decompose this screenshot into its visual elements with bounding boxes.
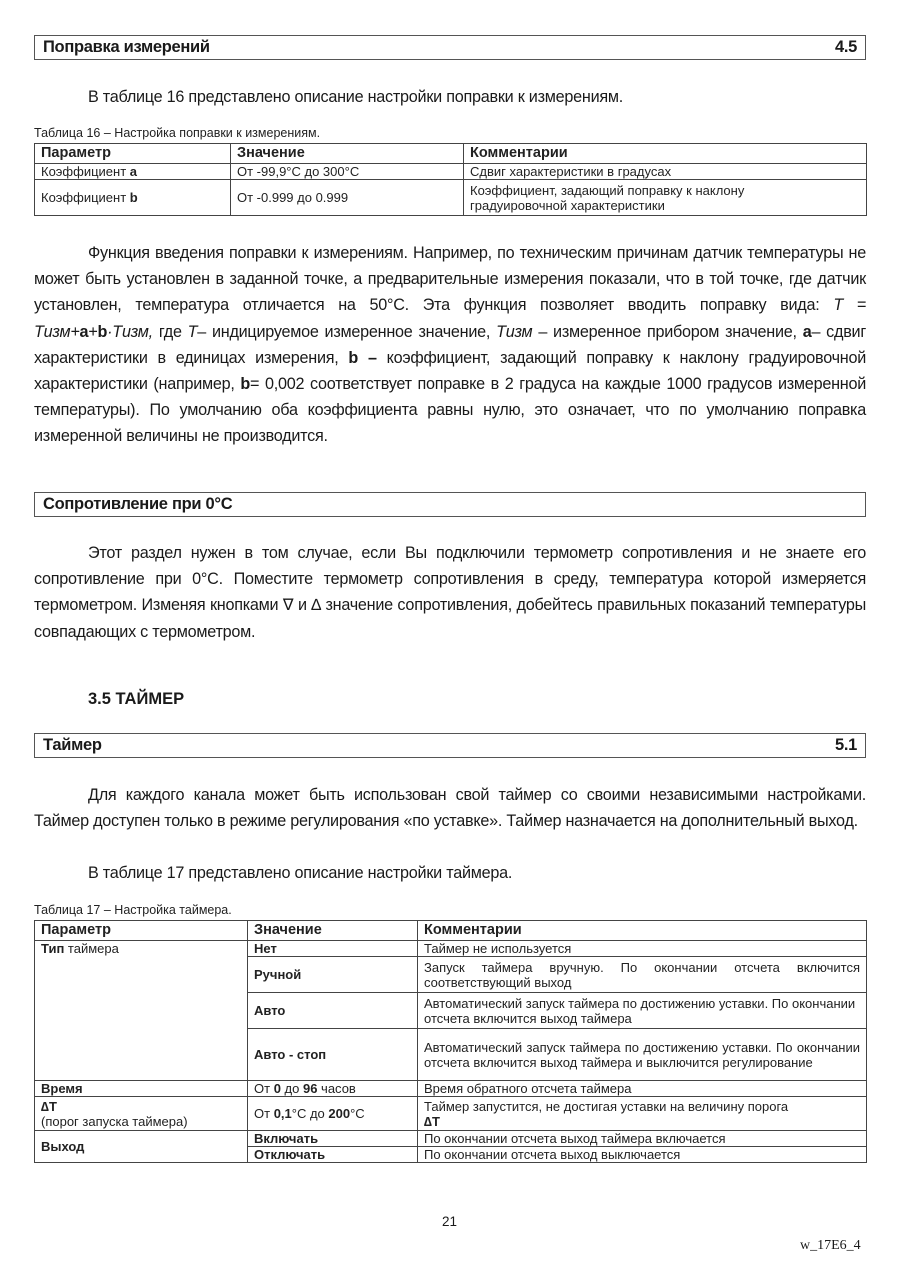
param-cell-type: Тип таймера: [35, 941, 248, 1081]
value-cell: Авто - стоп: [248, 1029, 418, 1081]
intro-text: В таблице 16 представлено описание настройки поправки к измерениям.: [88, 88, 624, 106]
table-row: [35, 180, 867, 216]
table-row: [35, 1081, 867, 1097]
table16: [34, 143, 867, 216]
value-cell: Авто: [248, 993, 418, 1029]
param-cell: Коэффициент a: [35, 164, 231, 180]
table-header-row: [35, 144, 867, 164]
intro-paragraph: [34, 84, 866, 110]
table-row: [35, 1097, 867, 1131]
comment-cell: Автоматический запуск таймера по достижению уставки. По окончании отсчета включится выход таймера и выключится регулирование: [418, 1029, 867, 1081]
value-cell: От -99,9°C до 300°C: [231, 164, 464, 180]
table17: [34, 920, 867, 1163]
timer-table-intro: В таблице 17 представлено описание настройки таймера.: [88, 864, 513, 882]
comment-cell: Время обратного отсчета таймера: [418, 1081, 867, 1097]
chapter-heading: 3.5 ТАЙМЕР: [88, 690, 185, 708]
correction-paragraph: Функция введения поправки к измерениям. Например, по техническим причинам датчик температуры не может быть установлен в заданной точке, а предварительные измерения показали, что в той точке, где датчик установлен, температура отличается на 50°C. Эта функция позволяет вводить поправку вида: T = Tизм+a+b·Tизм, где T– индицируемое измеренное значение, Tизм – измеренное прибором значение, a– сдвиг характеристики в единицах измерения, b – коэффициент, задающий поправку к наклону градуировочной характеристики (например, b= 0,002 соответствует поправке в 2 градуса на каждые 1000 градусов измеренной температуры). По умолчанию оба коэффициента равны нулю, это означает, что по умолчанию поправка измеренной величины не производится.: [34, 244, 867, 446]
value-cell: От 0 до 96 часов: [248, 1081, 418, 1097]
section-number: 5.1: [834, 736, 857, 754]
document-id: w_17E6_4: [800, 1238, 861, 1253]
table-row: [35, 1131, 867, 1147]
timer-paragraph: Для каждого канала может быть использован свой таймер со своими независимыми настройками. Таймер доступен только в режиме регулирования «по уставке». Таймер назначается на дополнительный выход.: [34, 786, 866, 831]
param-cell-output: Выход: [35, 1131, 248, 1163]
comment-cell: Таймер не используется: [418, 941, 867, 957]
header-value: Значение: [231, 144, 464, 164]
param-cell: Коэффициент b: [35, 180, 231, 216]
header-comment: Комментарии: [464, 144, 867, 164]
comment-cell: Таймер запустится, не достигая уставки на величину порога ∆T: [418, 1097, 867, 1131]
header-param: Параметр: [35, 144, 231, 164]
section-header-correction: [34, 35, 866, 60]
value-cell: Нет: [248, 941, 418, 957]
comment-cell: Коэффициент, задающий поправку к наклону градуировочной характеристики: [464, 180, 867, 216]
table17-caption: Таблица 17 – Настройка таймера.: [34, 903, 232, 917]
table-header-row: [35, 921, 867, 941]
value-cell: Включать: [248, 1131, 418, 1147]
comment-cell: Сдвиг характеристики в градусах: [464, 164, 867, 180]
value-cell: От -0.999 до 0.999: [231, 180, 464, 216]
section-title: Сопротивление при 0°C: [43, 495, 233, 513]
header-value: Значение: [248, 921, 418, 941]
up-triangle-icon: ∆: [311, 596, 321, 615]
table-row: [35, 941, 867, 957]
comment-cell: По окончании отсчета выход таймера включается: [418, 1131, 867, 1147]
comment-cell: Запуск таймера вручную. По окончании отсчета включится соответствующий выход: [418, 957, 867, 993]
header-param: Параметр: [35, 921, 248, 941]
value-cell: Ручной: [248, 957, 418, 993]
table16-caption: Таблица 16 – Настройка поправки к измерениям.: [34, 126, 321, 140]
section-title: Поправка измерений: [43, 38, 210, 56]
table-row: [35, 164, 867, 180]
comment-cell: Автоматический запуск таймера по достижению уставки. По окончании отсчета включится выход таймера: [418, 993, 867, 1029]
value-cell: Отключать: [248, 1147, 418, 1163]
header-comment: Комментарии: [418, 921, 867, 941]
resistance-paragraph: Этот раздел нужен в том случае, если Вы подключили термометр сопротивления и не знаете его сопротивление при 0°C. Поместите термометр сопротивления в среду, температура которой измеряется термометром. Изменяя кнопками ∇ и ∆ значение сопротивления, добейтесь правильных показаний температуры совпадающих с термометром.: [34, 544, 866, 641]
section-header-timer: [34, 733, 866, 758]
section-number: 4.5: [834, 38, 857, 56]
section-header-resistance: [34, 492, 866, 517]
section-title: Таймер: [43, 736, 102, 754]
value-cell: От 0,1°C до 200°C: [248, 1097, 418, 1131]
page-number: 21: [442, 1214, 458, 1229]
param-cell: Время: [35, 1081, 248, 1097]
down-triangle-icon: ∇: [282, 596, 294, 615]
param-cell: ∆T (порог запуска таймера): [35, 1097, 248, 1131]
comment-cell: По окончании отсчета выход выключается: [418, 1147, 867, 1163]
